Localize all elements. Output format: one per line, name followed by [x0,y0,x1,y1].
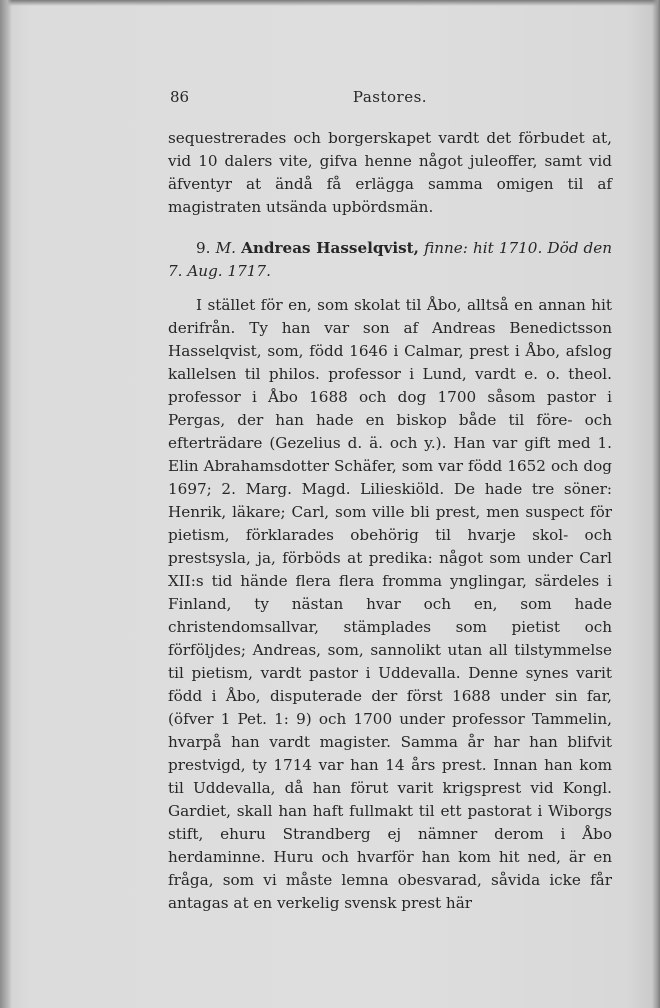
paragraph-entry-body: I stället för en, som skolat til Åbo, alltså en annan hit derifrån. Ty han var son af Andreas Benedictsson Hasselqvist, som, född 1646 i Calmar, prest i Åbo, afslog kallelsen til philos. professor i Lund, vardt e. o. theol. professor i Åbo 1688 och dog 1700 såsom pastor i Pergas, der han hade en biskop både til före- och efterträdare (Gezelius d. ä. och y.). Han var gift med 1. Elin Abrahamsdotter Schäfer, som var född 1652 och dog 1697; 2. Marg. Magd. Lilieskiöld. De hade tre söner: Henrik, läkare; Carl, som ville bli prest, men suspect för pietism, förklarades obehörig til hvarje skol- och prestsysla, ja, förböds at predika: något som under Carl XII:s tid hände flera flera fromma ynglingar, särdeles i Finland, ty nästan hvar och en, som hade christendomsallvar, stämplades som pietist och förföljdes; Andreas, som, sannolikt utan all tilstymmelse til pietism, vardt pastor i Uddevalla. Denne synes varit född i Åbo, disputerade der först 1688 under sin far, (öfver 1 Pet. 1: 9) och 1700 under professor Tammelin, hvarpå han vardt magister. Samma år har han blifvit prestvigd, ty 1714 var han 14 års prest. Innan han kom til Uddevalla, då han förut varit krigsprest vid Kongl. Gardiet, skall han haft fullmakt til ett pastorat i Wiborgs stift, ehuru Strandberg ej nämner derom i Åbo herdaminne. Huru och hvarför han kom hit ned, är en fråga, som vi måste lemna obesvarad, såvida icke får antagas at en verkelig svensk prest här [168,296,612,912]
running-title: Pastores. [352,88,428,106]
entry-name: Andreas Hasselqvist, [241,239,419,257]
entry-title-abbrev: M. [215,239,236,257]
page-header [168,82,612,108]
page-number: 86 [170,88,190,106]
text-block [168,82,612,915]
entry-number: 9. [196,239,211,257]
page-edge-top [0,0,660,6]
page-edge-left [0,0,12,1008]
paragraph-continued: sequestrerades och borgerskapet vardt det förbudet at, vid 10 dalers vite, gifva henne något juleoffer, samt vid äfventyr at ändå få erlägga samma omigen til af magistraten utsända upbördsmän. [168,129,612,216]
page-edge-right [652,0,660,1008]
entry-heading [168,237,612,283]
entry-details: finne: hit 1710. Död den 7. Aug. 1717. [168,239,613,280]
